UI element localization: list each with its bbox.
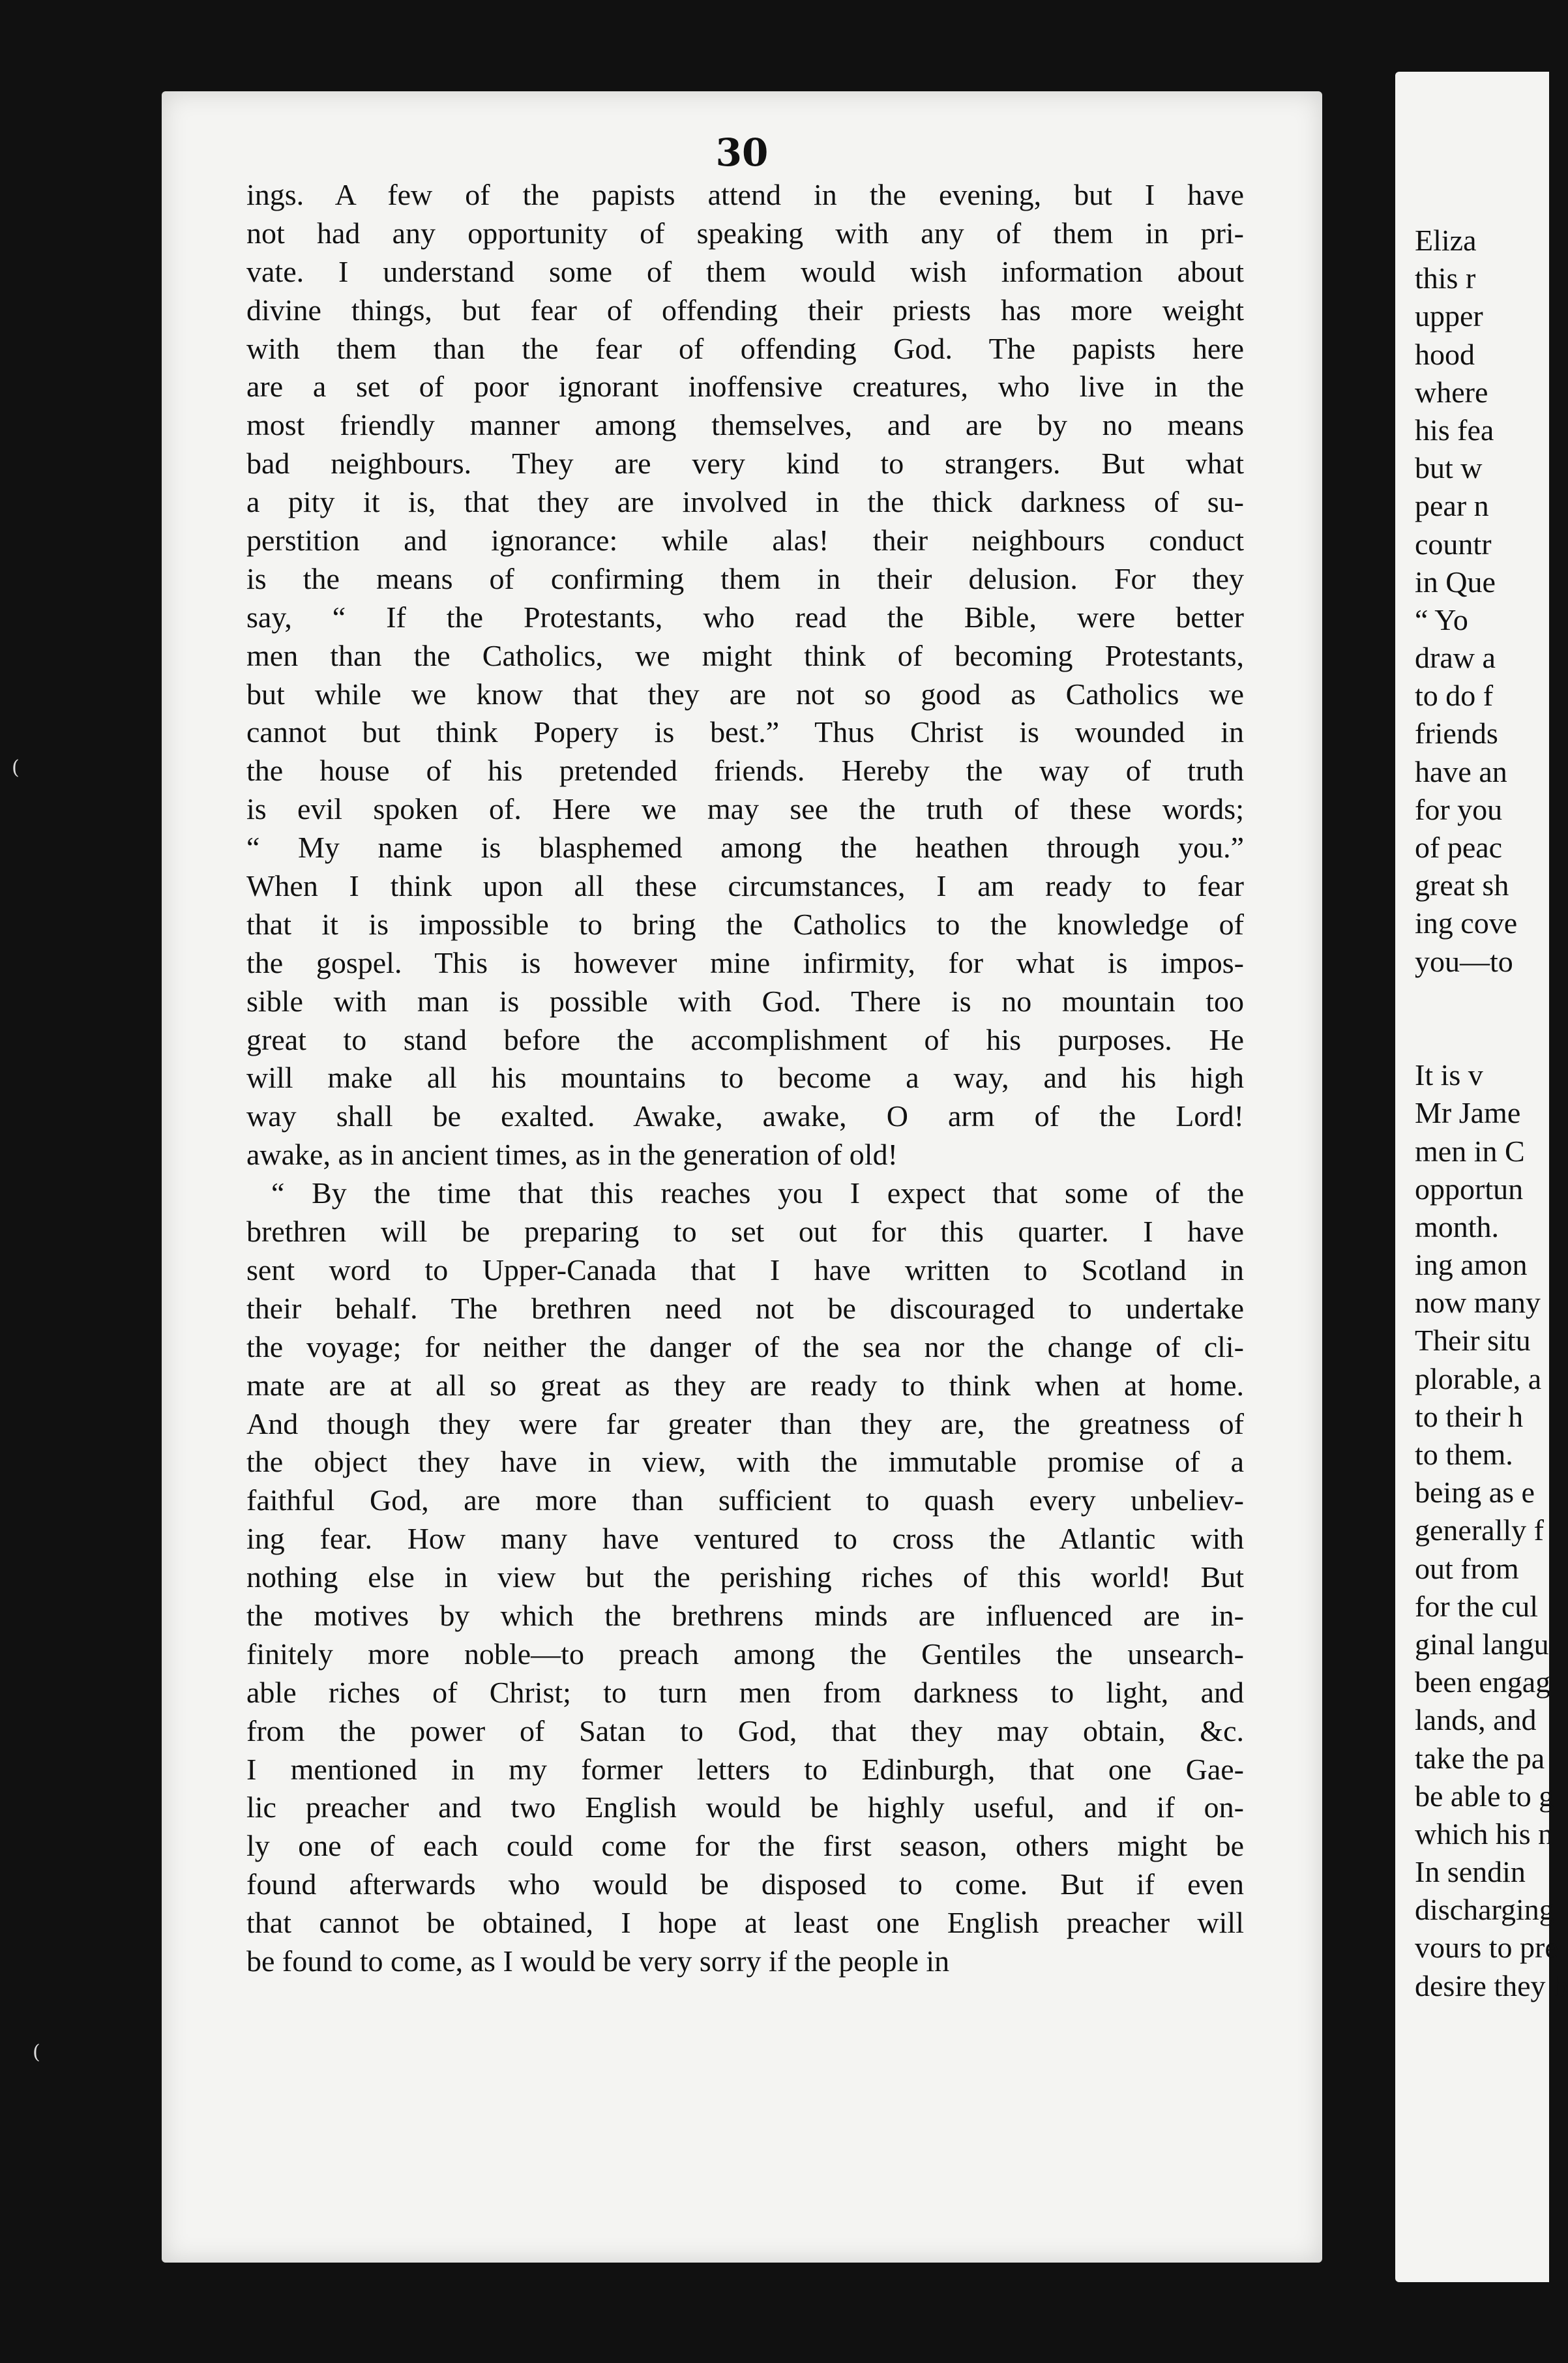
text-line: for the cul — [1415, 1589, 1539, 1623]
text-line: not had any opportunity of speaking with any of them in pri- — [246, 216, 1244, 250]
text-line: faithful God, are more than sufficient to quash every unbeliev- — [246, 1483, 1244, 1517]
text-line: “ My name is blasphemed among the heathen through you.” — [246, 831, 1244, 865]
text-line: say, “ If the Protestants, who read the Bible, were better — [246, 600, 1244, 634]
text-line: month. — [1415, 1210, 1500, 1243]
text-line: the motives by which the brethrens minds are influenced are in- — [246, 1598, 1244, 1632]
text-line: be able to g — [1415, 1779, 1554, 1813]
text-line: in Que — [1415, 565, 1496, 599]
text-line: is evil spoken of. Here we may see the truth of these words; — [246, 792, 1244, 826]
text-line: their behalf. The brethren need not be discouraged to undertake — [246, 1291, 1244, 1325]
text-line: with them than the fear of offending God. The papists here — [246, 331, 1244, 365]
text-line: for you — [1415, 792, 1503, 826]
text-line: that it is impossible to bring the Catholics to the knowledge of — [246, 907, 1244, 941]
text-line: to them. — [1415, 1438, 1513, 1471]
text-line: ginal langu — [1415, 1627, 1549, 1661]
text-line: will make all his mountains to become a way, and his high — [246, 1061, 1244, 1095]
text-line: way shall be exalted. Awake, awake, O arm of the Lord! — [246, 1099, 1244, 1133]
text-line: are a set of poor ignorant inoffensive creatures, who live in the — [246, 370, 1244, 404]
text-line: finitely more noble—to preach among the Gentiles the unsearch- — [246, 1637, 1244, 1671]
text-line: generally f — [1415, 1513, 1544, 1547]
text-line: where — [1415, 375, 1488, 409]
text-line: sent word to Upper-Canada that I have written to Scotland in — [246, 1253, 1244, 1286]
text-line: the house of his pretended friends. Hereby the way of truth — [246, 754, 1244, 788]
text-line: sible with man is possible with God. There is no mountain too — [246, 984, 1244, 1018]
text-line: Eliza — [1415, 224, 1477, 257]
text-line: It is v — [1415, 1058, 1483, 1092]
text-line: the gospel. This is however mine infirmity, for what is impos- — [246, 945, 1244, 979]
text-line: to do f — [1415, 679, 1494, 713]
text-line: men in C — [1415, 1134, 1525, 1168]
text-line: that cannot be obtained, I hope at least one English preacher will — [246, 1906, 1244, 1940]
text-line: And though they were far greater than they are, the greatness of — [246, 1406, 1244, 1440]
scan-artifact: ( — [33, 2041, 40, 2064]
text-line: hood — [1415, 337, 1475, 371]
text-line: great sh — [1415, 869, 1509, 902]
text-line: ing cove — [1415, 906, 1518, 940]
text-line: you—to — [1415, 944, 1513, 978]
text-line: ing amon — [1415, 1248, 1528, 1282]
right-page — [1395, 72, 1568, 2282]
text-line: “ By the time that this reaches you I expect that some of the — [271, 1176, 1244, 1210]
text-line: upper — [1415, 299, 1483, 333]
text-line: When I think upon all these circumstances, I am ready to fear — [246, 869, 1244, 903]
text-line: awake, as in ancient times, as in the generation of old! — [246, 1138, 898, 1172]
text-line: now many — [1415, 1286, 1541, 1320]
text-line: desire they b — [1415, 1969, 1568, 2002]
text-line: but w — [1415, 451, 1483, 485]
text-line: from the power of Satan to God, that they may obtain, &c. — [246, 1714, 1244, 1747]
text-line: the voyage; for neither the danger of the sea nor the change of cli- — [246, 1330, 1244, 1363]
text-line: been engag — [1415, 1665, 1551, 1699]
text-line: vate. I understand some of them would wish information about — [246, 254, 1244, 288]
text-line: mate are at all so great as they are ready to think when at home. — [246, 1368, 1244, 1402]
text-line: men than the Catholics, we might think of becoming Protestants, — [246, 638, 1244, 672]
text-line: take the pa — [1415, 1741, 1545, 1775]
text-line: able riches of Christ; to turn men from darkness to light, and — [246, 1675, 1244, 1709]
text-line: lands, and — [1415, 1703, 1537, 1737]
text-line: found afterwards who would be disposed to come. But if even — [246, 1867, 1244, 1901]
text-line — [1415, 1018, 1552, 1056]
left-page-text — [246, 176, 1244, 1981]
right-page-text — [1415, 222, 1568, 2005]
text-line: is the means of confirming them in their delusion. For they — [246, 561, 1244, 595]
text-line: draw a — [1415, 641, 1496, 675]
page-number: 30 — [715, 130, 769, 175]
text-line: but while we know that they are not so good as Catholics we — [246, 677, 1244, 711]
text-line: his fea — [1415, 413, 1494, 447]
text-line: to their h — [1415, 1399, 1524, 1433]
text-line: discharging — [1415, 1893, 1554, 1927]
text-line: be found to come, as I would be very sorry if the people in — [246, 1944, 950, 1978]
text-line: nothing else in view but the perishing riches of this world! But — [246, 1560, 1244, 1594]
text-line: the object they have in view, with the immutable promise of a — [246, 1445, 1244, 1479]
text-line: out from — [1415, 1551, 1519, 1585]
text-line: cannot but think Popery is best.” Thus Christ is wounded in — [246, 715, 1244, 749]
text-line: this r — [1415, 261, 1476, 295]
text-line: great to stand before the accomplishment of his purposes. He — [246, 1022, 1244, 1056]
text-line: divine things, but fear of offending their priests has more weight — [246, 293, 1244, 327]
text-line: of peac — [1415, 831, 1503, 864]
text-line: countr — [1415, 527, 1492, 561]
text-line: bad neighbours. They are very kind to strangers. But what — [246, 447, 1244, 481]
text-line: friends — [1415, 717, 1498, 751]
text-line: being as e — [1415, 1476, 1535, 1509]
text-line: have an — [1415, 754, 1507, 788]
text-line: In sendin — [1415, 1855, 1526, 1889]
left-page — [162, 91, 1322, 2263]
text-line: pear n — [1415, 489, 1489, 523]
text-line: I mentioned in my former letters to Edinburgh, that one Gae- — [246, 1752, 1244, 1786]
text-line — [1415, 981, 1552, 1018]
text-line: “ Yo — [1415, 602, 1468, 636]
text-line: a pity it is, that they are involved in the thick darkness of su- — [246, 485, 1244, 519]
text-line: which his n — [1415, 1817, 1554, 1850]
text-line: perstition and ignorance: while alas! their neighbours conduct — [246, 524, 1244, 557]
text-line: ing fear. How many have ventured to cross the Atlantic with — [246, 1522, 1244, 1556]
text-line: vours to pre — [1415, 1931, 1558, 1965]
text-line: plorable, a — [1415, 1361, 1542, 1395]
text-line: most friendly manner among themselves, and are by no means — [246, 408, 1244, 442]
text-line: brethren will be preparing to set out for this quarter. I have — [246, 1215, 1244, 1249]
text-line: ings. A few of the papists attend in the evening, but I have — [246, 178, 1244, 211]
text-line: Mr Jame — [1415, 1096, 1521, 1130]
scan-artifact: ( — [12, 756, 20, 779]
text-line: lic preacher and two English would be highly useful, and if on- — [246, 1791, 1244, 1824]
text-line: Their situ — [1415, 1324, 1531, 1358]
text-line: opportun — [1415, 1172, 1524, 1206]
text-line: ly one of each could come for the first season, others might be — [246, 1829, 1244, 1863]
